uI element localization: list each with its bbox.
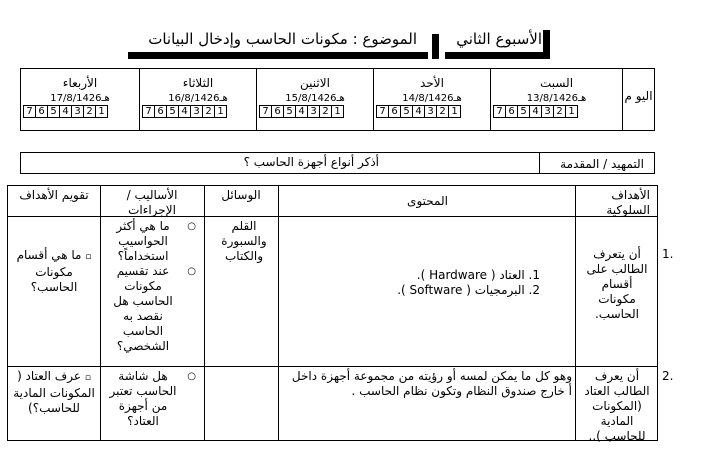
method-item: ○ ما هي أكثر الحواسيب استخداماً؟ — [104, 219, 196, 264]
col-divider-aids-content — [278, 185, 279, 441]
bullet-square-icon: ▫ — [85, 252, 92, 262]
period-cell: 6 — [155, 106, 167, 118]
period-cell: 2 — [437, 106, 449, 118]
day-column-tuesday — [139, 68, 257, 131]
day-date: 16/8/1426هـ — [168, 93, 228, 104]
period-cell: 6 — [36, 106, 48, 118]
header-aids: الوسائل — [221, 188, 261, 202]
table-right-border — [657, 185, 658, 441]
day-name: الأربعاء — [62, 76, 98, 90]
period-cell: 3 — [542, 106, 554, 118]
day-name: الاثنين — [300, 76, 330, 90]
day-label: اليو م — [624, 89, 653, 103]
week-title-underline — [445, 52, 550, 59]
day-column-saturday — [490, 68, 623, 131]
period-cell: 7 — [494, 106, 506, 118]
period-grid — [376, 105, 461, 118]
content-line: وهو كل ما يمكن لمسه أو رؤيته من مجموعة أجهزة داخل — [291, 369, 572, 383]
topic-title-underline — [128, 52, 428, 59]
period-cell: 5 — [167, 106, 179, 118]
period-cell: 5 — [401, 106, 413, 118]
day-date: 15/8/1426هـ — [285, 93, 345, 104]
header-objectives: الأهداف السلوكية — [606, 188, 650, 217]
intro-label-cell — [539, 152, 655, 174]
week-title: الأسبوع الثاني — [456, 30, 542, 48]
evaluation-question: ما هي أقسام مكونات الحاسب؟ — [16, 248, 82, 294]
period-cell: 7 — [143, 106, 155, 118]
period-grid — [493, 105, 578, 118]
table-bottom-border — [7, 440, 658, 441]
content-line: 2. البرمجيات ( Software ). — [397, 283, 540, 297]
period-cell: 3 — [308, 106, 320, 118]
period-cell: 2 — [203, 106, 215, 118]
col-divider-methods-aids — [204, 185, 205, 441]
period-cell: 4 — [296, 106, 308, 118]
period-cell: 6 — [272, 106, 284, 118]
content-list — [290, 268, 540, 298]
period-cell: 1 — [96, 106, 108, 118]
period-cell: 3 — [425, 106, 437, 118]
period-cell: 5 — [284, 106, 296, 118]
row-number: 2. — [662, 369, 674, 383]
period-cell: 7 — [24, 106, 36, 118]
period-cell: 7 — [377, 106, 389, 118]
day-label-cell — [622, 68, 655, 131]
evaluation-question: عرف العتاد ( المكونات المادية للحاسب؟) — [13, 369, 95, 415]
table-top-border — [7, 185, 658, 186]
period-cell: 2 — [84, 106, 96, 118]
week-title-side-bar — [543, 30, 550, 54]
period-cell: 1 — [449, 106, 461, 118]
bullet-square-icon: ▫ — [84, 373, 91, 383]
period-cell: 6 — [506, 106, 518, 118]
period-cell: 1 — [332, 106, 344, 118]
objective-text: أن يتعرف الطالب على أقسام مكونات الحاسب. — [586, 247, 648, 321]
methods-list — [104, 369, 196, 429]
intro-text: أذكر أنواع أجهزة الحاسب ؟ — [243, 155, 379, 169]
header-methods: الأساليب / الإجراءات — [126, 188, 178, 217]
period-cell: 4 — [530, 106, 542, 118]
header-evaluation: تقويم الأهداف — [19, 188, 89, 202]
day-date: 17/8/1426هـ — [50, 93, 110, 104]
row-number: 1. — [662, 247, 674, 261]
period-cell: 6 — [389, 106, 401, 118]
day-name: الثلاثاء — [182, 76, 214, 90]
period-cell: 3 — [191, 106, 203, 118]
header-content: المحتوى — [407, 194, 448, 208]
day-date: 13/8/1426هـ — [526, 93, 587, 104]
period-grid — [259, 105, 344, 118]
method-item: ○ هل شاشة الحاسب تعتبر من أجهزة العتاد؟ — [104, 369, 196, 429]
col-divider-eval-methods — [100, 185, 101, 441]
period-cell: 2 — [554, 106, 566, 118]
methods-list — [104, 219, 196, 354]
col-divider-content-objectives — [575, 185, 576, 441]
intro-label: التمهيد / المقدمة — [560, 157, 644, 171]
period-cell: 1 — [566, 106, 578, 118]
content-line: 1. العتاد ( Hardware ). — [416, 268, 540, 282]
evaluation-text — [12, 248, 96, 295]
day-column-monday — [256, 68, 374, 131]
period-grid — [23, 105, 108, 118]
period-cell: 4 — [179, 106, 191, 118]
day-name: السبت — [539, 76, 574, 90]
intro-text-cell — [20, 152, 540, 174]
period-cell: 4 — [60, 106, 72, 118]
topic-title-side-bar — [432, 34, 439, 59]
table-left-border — [7, 185, 8, 441]
day-name: الأحد — [420, 76, 444, 90]
period-grid — [142, 105, 227, 118]
period-cell: 4 — [413, 106, 425, 118]
period-cell: 2 — [320, 106, 332, 118]
topic-title: الموضوع : مكونات الحاسب وإدخال البيانات — [148, 30, 417, 48]
content-line: أ خارج صندوق النظام وتكون نظام الحاسب . — [351, 384, 572, 398]
evaluation-text — [12, 369, 96, 416]
period-cell: 3 — [72, 106, 84, 118]
objective-text: أن يعرف الطالب العتاد (المكونات المادية للحاسب ).. — [584, 369, 650, 443]
period-cell: 5 — [518, 106, 530, 118]
period-cell: 7 — [260, 106, 272, 118]
content-paragraph — [282, 369, 572, 399]
method-item: ○ عند تقسيم مكونات الحاسب هل نقصد به الحاسب الشخصي؟ — [104, 264, 196, 354]
period-cell: 1 — [215, 106, 227, 118]
day-column-wednesday — [20, 68, 140, 131]
period-cell: 5 — [48, 106, 60, 118]
day-date: 14/8/1426هـ — [402, 93, 462, 104]
table-row-divider — [7, 366, 658, 367]
day-column-sunday — [373, 68, 491, 131]
aids-text: القلم والسبورة والكتاب — [221, 219, 267, 263]
